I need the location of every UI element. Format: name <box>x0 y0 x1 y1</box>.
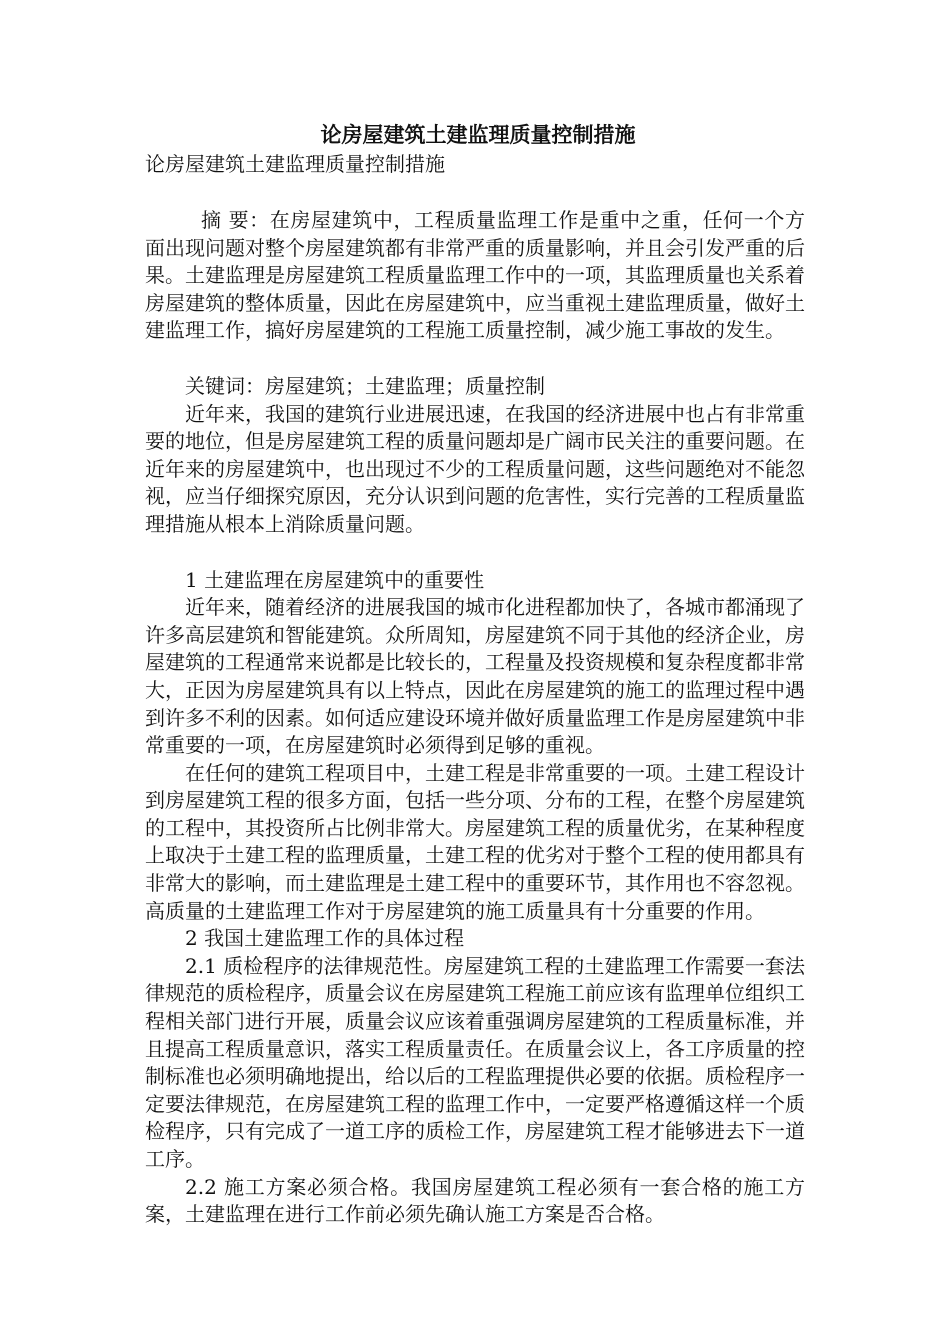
section2-paragraph-2: 2.2 施工方案必须合格。我国房屋建筑工程必须有一套合格的施工方案，土建监理在进行工作前必须先确认施工方案是否合格。 <box>145 1174 805 1227</box>
abstract-paragraph: 摘 要：在房屋建筑中，工程质量监理工作是重中之重，任何一个方面出现问题对整个房屋建筑都有非常严重的质量影响，并且会引发严重的后果。土建监理是房屋建筑工程质量监理工作中的一项，其监理质量也关系着房屋建筑的整体质量，因此在房屋建筑中，应当重视土建监理质量，做好土建监理工作，搞好房屋建筑的工程施工质量控制，减少施工事故的发生。 <box>145 208 805 343</box>
intro-paragraph: 近年来，我国的建筑行业进展迅速，在我国的经济进展中也占有非常重要的地位，但是房屋建筑工程的质量问题却是广阔市民关注的重要问题。在近年来的房屋建筑中，也出现过不少的工程质量问题，这些问题绝对不能忽视，应当仔细探究原因，充分认识到问题的危害性，实行完善的工程质量监理措施从根本上消除质量问题。 <box>145 401 805 536</box>
document-page <box>145 120 805 1229</box>
document-title: 论房屋建筑土建监理质量控制措施 <box>320 123 636 147</box>
section1-paragraph-1: 近年来，随着经济的进展我国的城市化进程都加快了，各城市都涌现了许多高层建筑和智能建筑。众所周知，房屋建筑不同于其他的经济企业，房屋建筑的工程通常来说都是比较长的，工程量及投资规模和复杂程度都非常大，正因为房屋建筑具有以上特点，因此在房屋建筑的施工的监理过程中遇到许多不利的因素。如何适应建设环境并做好质量监理工作是房屋建筑中非常重要的一项，在房屋建筑时必须得到足够的重视。 <box>145 595 805 758</box>
spacer <box>145 539 805 567</box>
section1-paragraph-2: 在任何的建筑工程项目中，土建工程是非常重要的一项。土建工程设计到房屋建筑工程的很多方面，包括一些分项、分布的工程，在整个房屋建筑的工程中，其投资所占比例非常大。房屋建筑工程的质量优劣，在某种程度上取决于土建工程的监理质量，土建工程的优劣对于整个工程的使用都具有非常大的影响，而土建监理是土建工程中的重要环节，其作用也不容忽视。高质量的土建监理工作对于房屋建筑的施工质量具有十分重要的作用。 <box>145 760 805 923</box>
section-heading-2: 2 我国土建监理工作的具体过程 <box>185 926 465 951</box>
document-subtitle: 论房屋建筑土建监理质量控制措施 <box>145 152 445 176</box>
keywords-line: 关键词：房屋建筑；土建监理；质量控制 <box>185 373 545 398</box>
spacer <box>145 345 805 373</box>
spacer <box>145 179 805 207</box>
section2-paragraph-1: 2.1 质检程序的法律规范性。房屋建筑工程的土建监理工作需要一套法律规范的质检程序，质量会议在房屋建筑工程施工前应该有监理单位组织工程相关部门进行开展，质量会议应该着重强调房屋建筑的工程质量标准，并且提高工程质量意识，落实工程质量责任。在质量会议上，各工序质量的控制标准也必须明确地提出，给以后的工程监理提供必要的依据。质检程序一定要法律规范，在房屋建筑工程的监理工作中，一定要严格遵循这样一个质检程序，只有完成了一道工序的质检工作，房屋建筑工程才能够进去下一道工序。 <box>145 953 805 1171</box>
section-heading-1: 1 土建监理在房屋建筑中的重要性 <box>185 567 485 592</box>
